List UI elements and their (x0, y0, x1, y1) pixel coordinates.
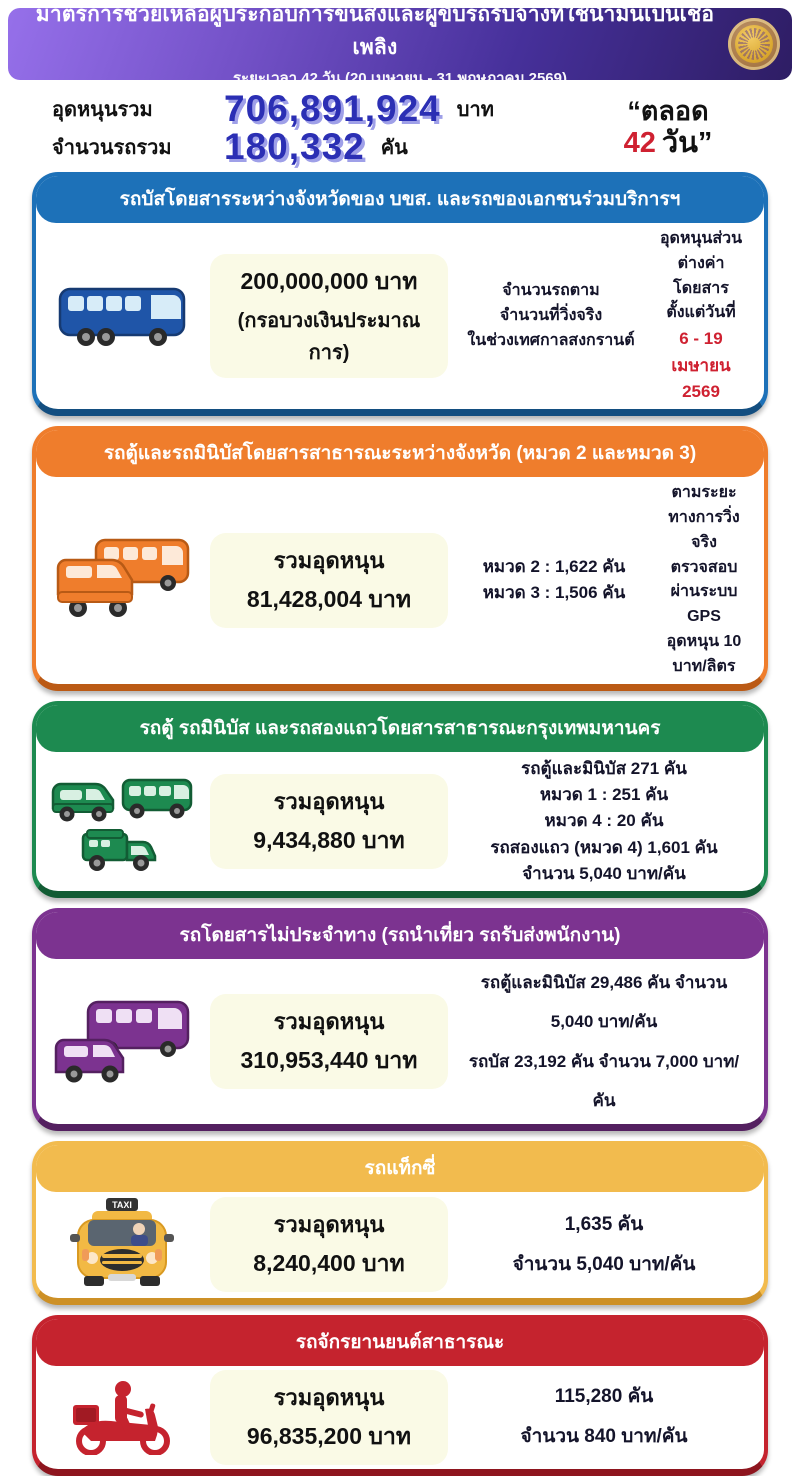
amount-caption: รวมอุดหนุน (273, 1384, 385, 1410)
duration-days-unit: วัน” (661, 126, 713, 159)
amount-caption: รวมอุดหนุน (273, 1009, 385, 1034)
detail-line: รถสองแถว (หมวด 4) 1,601 คัน (490, 837, 718, 857)
taxi-sign-label: TAXI (112, 1199, 132, 1210)
section-intercity-bus-title: รถบัสโดยสารระหว่างจังหวัดของ บขส. และรถของเอกชนร่วมบริการฯ (36, 176, 764, 223)
intercity-bus-right-detail (654, 227, 748, 405)
page-subtitle: ระยะเวลา 42 วัน (20 เมษายน - 31 พฤษภาคม 2569) (232, 70, 567, 87)
motorcycle-amount: 96,835,200 บาท (246, 1422, 412, 1449)
section-intercity-bus-body (36, 223, 764, 409)
detail-line: รถบัส 23,192 คัน จำนวน 7,000 บาท/คัน (468, 1051, 740, 1110)
section-taxi-body (36, 1192, 764, 1298)
detail-line: ตามระยะทางการวิ่งจริง (668, 484, 740, 551)
intercity-bus-amount: 200,000,000 บาท (240, 268, 418, 295)
section-bangkok-public-body (36, 752, 764, 892)
intercity-bus-amount-box (210, 254, 448, 378)
detail-line: หมวด 4 : 20 คัน (544, 811, 664, 831)
charter-amount: 310,953,440 บาท (240, 1047, 418, 1073)
detail-line: อุดหนุน 10 บาท/ลิตร (666, 633, 742, 675)
motorcycle-amount-box (210, 1370, 448, 1465)
motorcycle-right-detail (460, 1377, 748, 1457)
motorcycle-icon (46, 1379, 198, 1455)
section-intercity-van (32, 426, 768, 690)
intercity-van-right-detail (660, 481, 748, 679)
infographic-page (0, 3, 800, 1449)
duration-quote-line1: “ตลอด (627, 95, 709, 126)
total-vehicles-label: จำนวนรถรวม (52, 137, 172, 159)
intercity-bus-amount-note: (กรอบวงเงินประมาณการ) (237, 310, 421, 365)
total-subsidy-unit: บาท (456, 99, 494, 121)
duration-days-number: 42 (623, 126, 656, 159)
bangkok-public-right-detail (460, 756, 748, 888)
total-vehicles-value: 180,332 (224, 126, 365, 167)
total-vehicles-unit: คัน (380, 137, 408, 159)
section-motorcycle-body (36, 1366, 764, 1469)
detail-line: 1,635 คัน (564, 1213, 644, 1235)
detail-line: หมวด 1 : 251 คัน (539, 784, 669, 804)
bangkok-vehicles-icon (46, 760, 198, 882)
van-minibus-icon (46, 534, 198, 626)
intercity-van-mid-detail (460, 554, 648, 607)
section-taxi (32, 1141, 768, 1305)
section-bangkok-public-title: รถตู้ รถมินิบัส และรถสองแถวโดยสารสาธารณะกรุงเทพมหานคร (36, 705, 764, 752)
detail-line: จำนวน 5,040 บาท/คัน (522, 863, 686, 883)
detail-line: ในช่วงเทศกาลสงกรานต์ (467, 331, 635, 349)
taxi-amount: 8,240,400 บาท (253, 1250, 405, 1277)
detail-line: จำนวน 840 บาท/คัน (520, 1426, 688, 1448)
intercity-van-amount: 81,428,004 บาท (246, 585, 412, 612)
taxi-amount-box (210, 1197, 448, 1292)
amount-caption: รวมอุดหนุน (273, 1212, 385, 1238)
detail-line: ตรวจสอบผ่านระบบ GPS (670, 558, 738, 626)
summary-left (52, 90, 586, 166)
detail-line: จำนวน 5,040 บาท/คัน (512, 1253, 696, 1275)
detail-line: หมวด 3 : 1,506 คัน (482, 583, 626, 603)
section-motorcycle (32, 1315, 768, 1476)
section-charter (32, 908, 768, 1130)
detail-line: จำนวนที่วิ่งจริง (499, 306, 603, 324)
detail-line: รถตู้และมินิบัส 29,486 คัน จำนวน 5,040 บาท/คัน (480, 973, 728, 1032)
section-charter-body (36, 959, 764, 1123)
section-intercity-bus (32, 172, 768, 416)
section-intercity-van-body (36, 477, 764, 683)
detail-line: หมวด 2 : 1,622 คัน (482, 557, 626, 577)
amount-caption: รวมอุดหนุน (273, 547, 385, 573)
charter-bus-icon (46, 996, 198, 1088)
duration-quote-line2 (586, 127, 750, 160)
section-taxi-title: รถแท็กซี่ (36, 1145, 764, 1192)
header-banner (8, 3, 792, 87)
detail-line: 115,280 คัน (554, 1386, 654, 1408)
total-subsidy-value: 706,891,924 (224, 88, 441, 129)
bangkok-public-amount: 9,434,880 บาท (253, 826, 405, 853)
intercity-bus-icon (46, 281, 198, 351)
section-bangkok-public (32, 701, 768, 899)
intercity-van-amount-box (210, 533, 448, 628)
government-seal-icon (728, 18, 780, 70)
total-vehicles-row (52, 128, 586, 166)
page-title: มาตรการช่วยเหลือผู้ประกอบการขนส่งและผู้ขับรถรับจ้างที่ใช้น้ำมันเป็นเชื้อเพลิง (35, 3, 715, 59)
detail-line: จำนวนรถตาม (502, 281, 600, 299)
section-intercity-van-title: รถตู้และรถมินิบัสโดยสารสาธารณะระหว่างจังหวัด (หมวด 2 และหมวด 3) (36, 430, 764, 477)
detail-line: รถตู้และมินิบัส 271 คัน (521, 758, 687, 778)
intercity-bus-mid-detail (460, 279, 642, 353)
section-charter-title: รถโดยสารไม่ประจำทาง (รถนำเที่ยว รถรับส่งพนักงาน) (36, 912, 764, 959)
duration-quote (586, 96, 756, 160)
detail-line: ตั้งแต่วันที่ (666, 304, 736, 322)
summary-stats (0, 86, 800, 172)
total-subsidy-label: อุดหนุนรวม (52, 99, 153, 121)
bangkok-public-amount-box (210, 774, 448, 869)
charter-amount-box (210, 994, 448, 1089)
amount-caption: รวมอุดหนุน (273, 788, 385, 814)
detail-line: อุดหนุนส่วนต่างค่าโดยสาร (659, 230, 743, 297)
total-subsidy-row (52, 90, 586, 128)
date-range-highlight: 6 - 19 เมษายน 2569 (671, 329, 731, 401)
charter-right-detail (460, 963, 748, 1119)
taxi-icon (46, 1196, 198, 1294)
taxi-right-detail (460, 1205, 748, 1285)
section-motorcycle-title: รถจักรยานยนต์สาธารณะ (36, 1319, 764, 1366)
